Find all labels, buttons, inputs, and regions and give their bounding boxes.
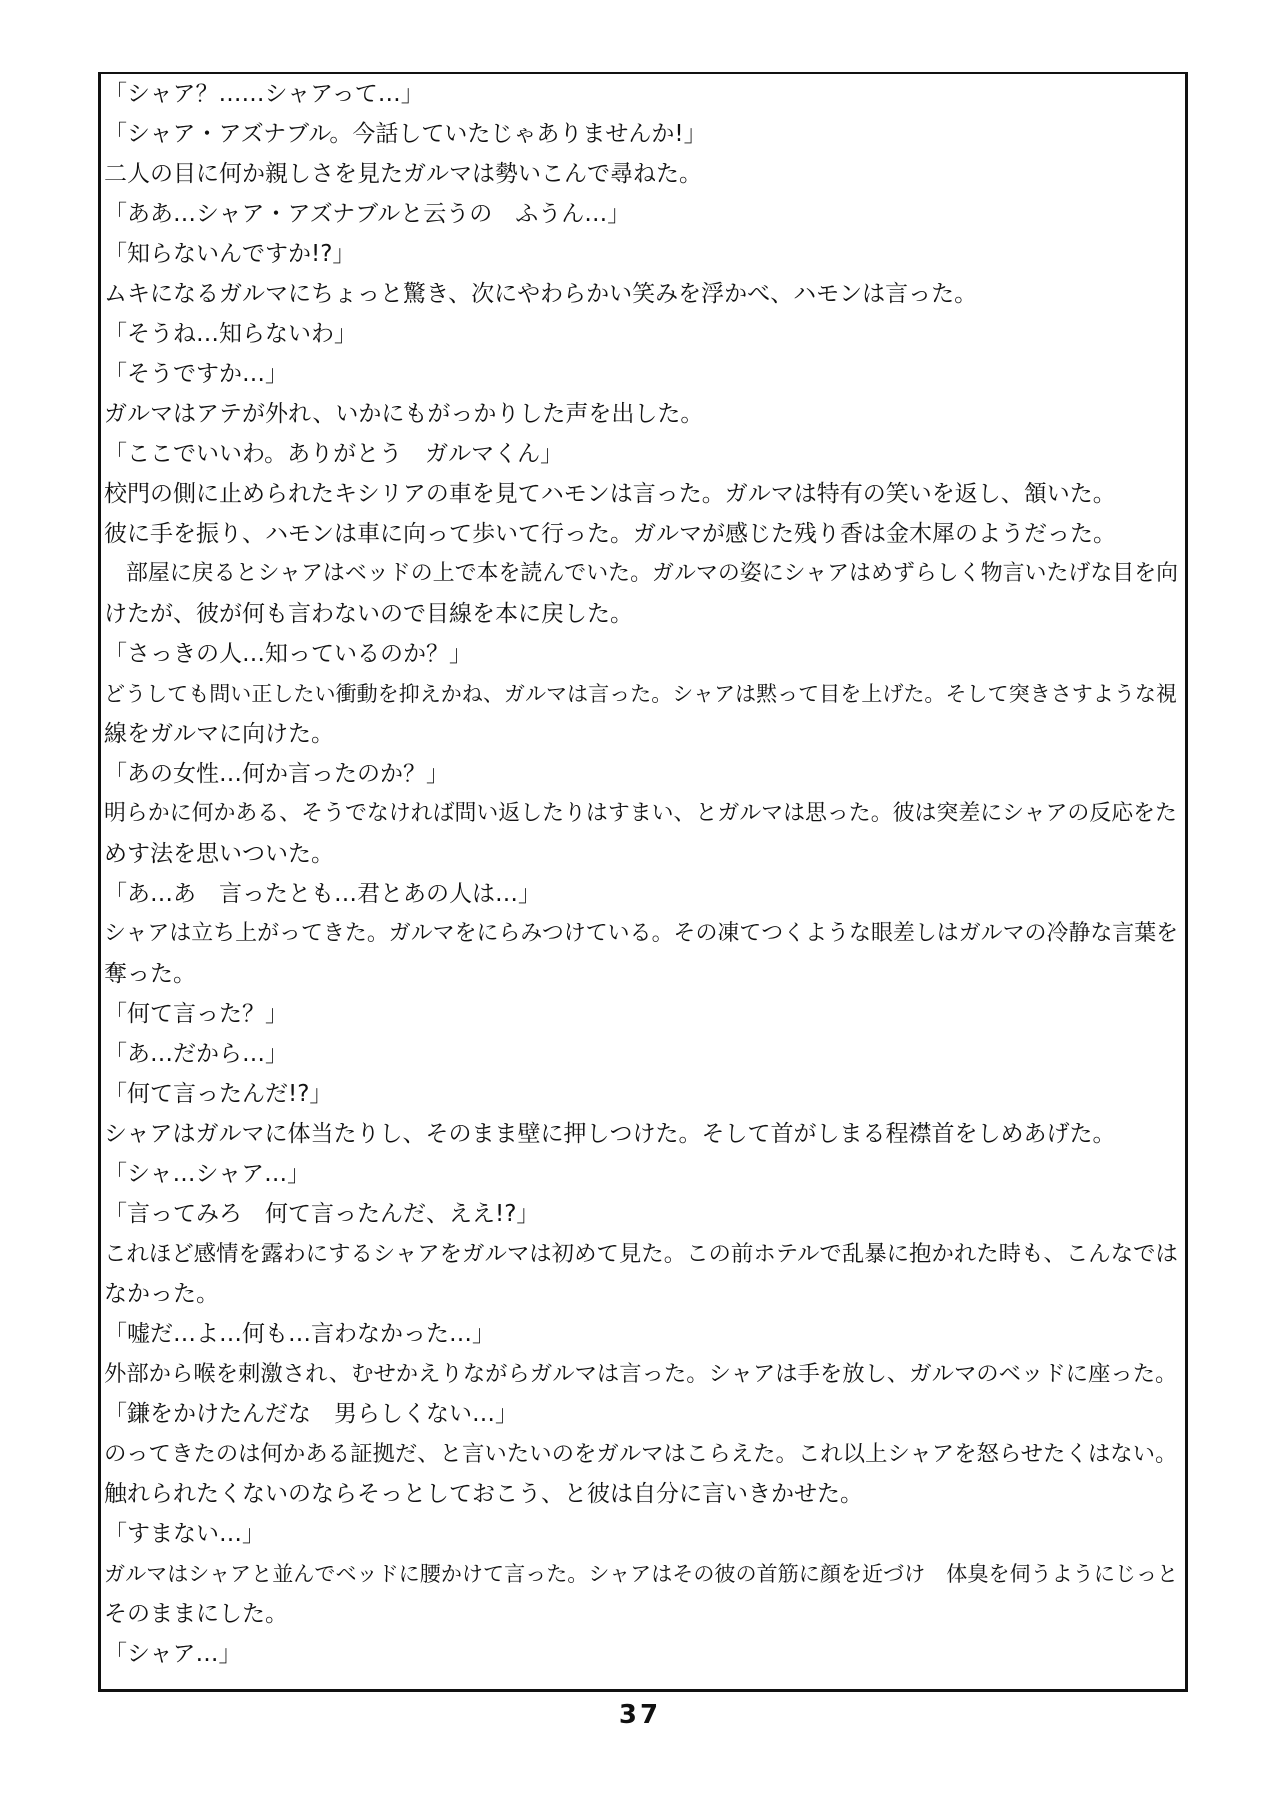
text-line: めす法を思いついた。 bbox=[104, 841, 334, 867]
text-line: 「シャア・アズナブル。今話していたじゃありませんか!」 bbox=[104, 121, 707, 147]
text-line: 「言ってみろ 何て言ったんだ、ええ!?」 bbox=[104, 1201, 540, 1227]
text-line: どうしても問い正したい衝動を抑えかね、ガルマは言った。シャアは黙って目を上げた。そして突きさすような視 bbox=[104, 681, 1177, 706]
text-line: 「あ…だから…」 bbox=[104, 1041, 288, 1067]
text-line: 「何て言った？」 bbox=[104, 1001, 288, 1027]
text-line: 「ああ…シャア・アズナブルと云うの ふうん…」 bbox=[104, 201, 631, 227]
text-line: 明らかに何かある、そうでなければ問い返したりはすまい、とガルマは思った。彼は突差にシャアの反応をた bbox=[104, 801, 1177, 826]
text-line: 「嘘だ…よ…何も…言わなかった…」 bbox=[104, 1321, 495, 1347]
text-line: 触れられたくないのならそっとしておこう、と彼は自分に言いきかせた。 bbox=[104, 1481, 863, 1507]
text-line: のってきたのは何かある証拠だ、と言いたいのをガルマはこらえた。これ以上シャアを怒らせたくはない。 bbox=[104, 1441, 1178, 1467]
text-line: 「すまない…」 bbox=[104, 1521, 265, 1547]
text-line: 「シャア…」 bbox=[104, 1641, 242, 1667]
text-line: 彼に手を振り、ハモンは車に向って歩いて行った。ガルマが感じた残り香は金木犀のようだった。 bbox=[104, 521, 1116, 547]
text-line: 線をガルマに向けた。 bbox=[104, 721, 334, 747]
text-line: 外部から喉を刺激され、むせかえりながらガルマは言った。シャアは手を放し、ガルマのベッドに座った。 bbox=[104, 1361, 1178, 1387]
text-line: 「そうね…知らないわ」 bbox=[104, 321, 357, 347]
text-line: 「さっきの人…知っているのか？」 bbox=[104, 641, 472, 667]
text-line: そのままにした。 bbox=[104, 1601, 288, 1627]
text-line: 「鎌をかけたんだな 男らしくない…」 bbox=[104, 1401, 518, 1427]
text-line: なかった。 bbox=[104, 1281, 219, 1307]
text-line: 校門の側に止められたキシリアの車を見てハモンは言った。ガルマは特有の笑いを返し、頷いた。 bbox=[104, 481, 1116, 507]
text-line: けたが、彼が何も言わないので目線を本に戻した。 bbox=[104, 601, 633, 627]
text-line: シャアは立ち上がってきた。ガルマをにらみつけている。その凍てつくような眼差しはガルマの冷静な言葉を bbox=[104, 921, 1179, 946]
text-line: 「何て言ったんだ!?」 bbox=[104, 1081, 333, 1107]
text-line: 「シャ…シャア…」 bbox=[104, 1161, 311, 1187]
text-line: ガルマはシャアと並んでベッドに腰かけて言った。シャアはその彼の首筋に顔を近づけ 体臭を伺うようにじっと bbox=[104, 1561, 1179, 1586]
text-line: 二人の目に何か親しさを見たガルマは勢いこんで尋ねた。 bbox=[104, 161, 702, 187]
text-line: 「ここでいいわ。ありがとう ガルマくん」 bbox=[104, 441, 564, 467]
text-line: 部屋に戻るとシャアはベッドの上で本を読んでいた。ガルマの姿にシャアはめずらしく物言いたげな目を向 bbox=[104, 561, 1179, 586]
text-line: 奪った。 bbox=[104, 961, 196, 987]
text-line: 「あ…あ 言ったとも…君とあの人は…」 bbox=[104, 881, 541, 907]
page-number: 37 bbox=[618, 1700, 662, 1730]
text-line: 「あの女性…何か言ったのか？」 bbox=[104, 761, 449, 787]
manuscript-text bbox=[104, 78, 1182, 1686]
text-line: これほど感情を露わにするシャアをガルマは初めて見た。この前ホテルで乱暴に抱かれた時も、こんなでは bbox=[104, 1241, 1178, 1267]
text-line: 「そうですか…」 bbox=[104, 361, 288, 387]
text-line: 「シャア？……シャアって…」 bbox=[104, 81, 424, 107]
text-line: 「知らないんですか!?」 bbox=[104, 241, 356, 267]
text-line: ムキになるガルマにちょっと驚き、次にやわらかい笑みを浮かべ、ハモンは言った。 bbox=[104, 281, 978, 307]
text-line: シャアはガルマに体当たりし、そのまま壁に押しつけた。そして首がしまる程襟首をしめあげた。 bbox=[104, 1121, 1116, 1147]
text-line: ガルマはアテが外れ、いかにもがっかりした声を出した。 bbox=[104, 401, 704, 427]
